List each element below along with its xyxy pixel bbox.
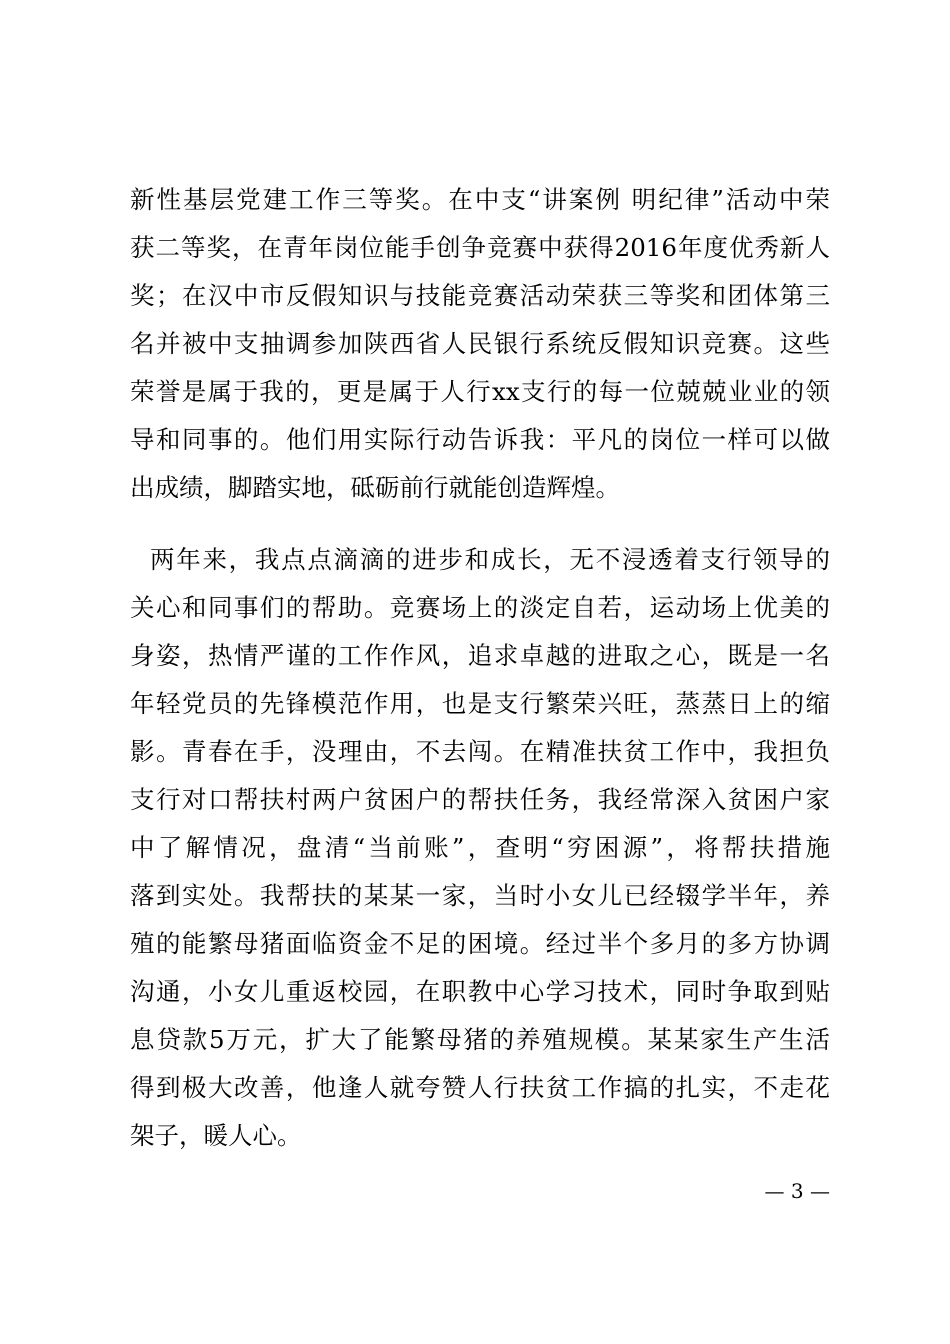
paragraph2-line-12: 得到极大改善，他逢人就夸赞人行扶贫工作搞的扎实，不走花: [130, 1073, 830, 1102]
paragraph2-line-8: 落到实处。我帮扶的某某一家，当时小女儿已经辍学半年，养: [130, 881, 830, 910]
paragraph1-line-2: 获二等奖，在青年岗位能手创争竞赛中获得2016年度优秀新人: [130, 233, 830, 262]
paragraph2-line-9: 殖的能繁母猪面临资金不足的困境。经过半个多月的多方协调: [130, 929, 830, 958]
paragraph1-line-6: 导和同事的。他们用实际行动告诉我：平凡的岗位一样可以做: [130, 425, 830, 454]
paragraph2-line-3: 身姿，热情严谨的工作作风，追求卓越的进取之心，既是一名: [130, 641, 830, 670]
paragraph2-line-5: 影。青春在手，没理由，不去闯。在精准扶贫工作中，我担负: [130, 737, 830, 766]
paragraph2-line-13: 架子，暖人心。: [130, 1121, 302, 1150]
paragraph2-line-6: 支行对口帮扶村两户贫困户的帮扶任务，我经常深入贫困户家: [130, 785, 830, 814]
paragraph1-line-4: 名并被中支抽调参加陕西省人民银行系统反假知识竞赛。这些: [130, 329, 830, 358]
page-number: — 3 —: [764, 1179, 830, 1203]
paragraph2-line-2: 关心和同事们的帮助。竞赛场上的淡定自若，运动场上优美的: [130, 593, 830, 622]
paragraph1-line-1: 新性基层党建工作三等奖。在中支“讲案例 明纪律”活动中荣: [130, 185, 830, 214]
paragraph1-line-3: 奖；在汉中市反假知识与技能竞赛活动荣获三等奖和团体第三: [130, 281, 830, 310]
paragraph1-line-5: 荣誉是属于我的，更是属于人行xx支行的每一位兢兢业业的领: [130, 377, 830, 406]
paragraph2-line-4: 年轻党员的先锋模范作用，也是支行繁荣兴旺，蒸蒸日上的缩: [130, 689, 830, 718]
paragraph2-line-11: 息贷款5万元，扩大了能繁母猪的养殖规模。某某家生产生活: [130, 1025, 830, 1054]
paragraph2-line-1: 两年来，我点点滴滴的进步和成长，无不浸透着支行领导的: [150, 545, 830, 574]
paragraph2-line-10: 沟通，小女儿重返校园，在职教中心学习技术，同时争取到贴: [130, 977, 830, 1006]
paragraph1-line-7: 出成绩，脚踏实地，砥砺前行就能创造辉煌。: [130, 473, 620, 502]
paragraph2-line-7: 中了解情况，盘清“当前账”，查明“穷困源”，将帮扶措施: [130, 833, 830, 862]
